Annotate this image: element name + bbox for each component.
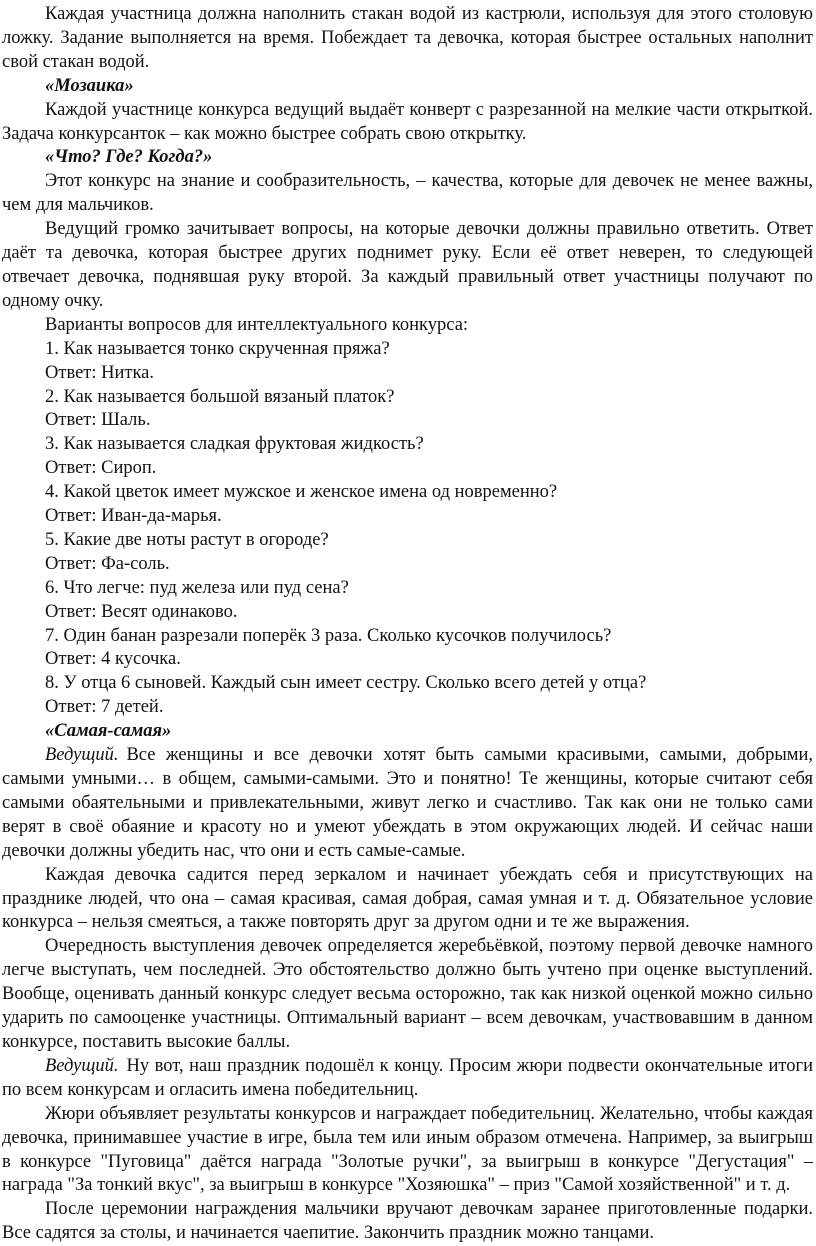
quiz-question: 4. Какой цветок имеет мужское и женское имена од новременно? xyxy=(45,482,558,503)
paragraph-host-closing xyxy=(2,1055,813,1103)
paragraph-awards: Жюри объявляет результаты конкурсов и награждает победительниц. Желательно, чтобы каждая девочка, принимавшее участие в игре, была тем или иным образом отмечена. Например, за выигрыш в конкурсе "Пуговица" даётся награда "Золотые ручки", за выигрыш в конкурсе "Дегустация" – награда "За тонкий вкус", за выигрыш в конкурсе "Хозяюшка" – приз "Самой хозяйственной" и т. д. xyxy=(2,1103,813,1196)
quiz-question: 8. У отца 6 сыновей. Каждый сын имеет сестру. Сколько всего детей у отца? xyxy=(45,673,647,694)
quiz-answer: Ответ: Шаль. xyxy=(45,410,151,431)
quiz-answer: Ответ: Нитка. xyxy=(45,362,155,383)
quiz-answer: Ответ: Весят одинаково. xyxy=(45,601,238,622)
quiz-question: 5. Какие две ноты растут в огороде? xyxy=(45,529,329,550)
speaker-label: Ведущий. xyxy=(45,1055,119,1076)
paragraph-spoon-task: Каждая участница должна наполнить стакан водой из кастрюли, используя для этого столовую ложку. Задание выполняется на время. Побеждает та девочка, которая быстрее остальных наполнит свой стакан водой. xyxy=(2,4,813,72)
paragraph-ending: После церемонии награждения мальчики вручают девочкам заранее приготовленные подарки. Все садятся за столы, и начинается чаепитие. Закончить праздник можно танцами. xyxy=(2,1199,813,1244)
heading-quiz: «Что? Где? Когда?» xyxy=(45,147,213,168)
quiz-answer: Ответ: 4 кусочка. xyxy=(45,649,181,670)
quiz-question: 1. Как называется тонко скрученная пряжа? xyxy=(45,338,390,359)
quiz-question: 3. Как называется сладкая фруктовая жидкость? xyxy=(45,434,424,455)
quiz-question: 2. Как называется большой вязаный платок? xyxy=(45,386,395,407)
quiz-answer: Ответ: Иван-да-марья. xyxy=(45,506,222,527)
quiz-answer: Ответ: Фа-соль. xyxy=(45,553,170,574)
paragraph-mirror-task: Каждая девочка садится перед зеркалом и начинает убеждать себя и присутствующих на празднике людей, что она – самая красивая, самая добрая, самая умная и т. д. Обязательное условие конкурса – нельзя смеяться, а также повторять друг за другом одни и те же выражения. xyxy=(2,864,813,933)
heading-best: «Самая-самая» xyxy=(45,721,172,742)
quiz-answer: Ответ: 7 детей. xyxy=(45,697,164,718)
paragraph-host-speech xyxy=(2,744,813,864)
quiz-list xyxy=(2,338,813,721)
heading-mosaic: «Мозаика» xyxy=(45,75,134,96)
speech-text: Все женщины и все девочки хотят быть самыми красивыми, самыми, добрыми, самыми умными… в общем, самыми-самыми. Это и понятно! Те женщины, которые считают себя самыми обаятельными и привлекательными, живут легко и счастливо. Так как они не только сами верят в своё обаяние и красоту но и умеют убеждать в этом окружающих людей. И сейчас наши девочки должны убедить нас, что они и есть самые-самые. xyxy=(2,745,813,861)
speaker-label: Ведущий. xyxy=(45,745,119,766)
paragraph-mosaic: Каждой участнице конкурса ведущий выдаёт конверт с разрезанной на мелкие части открыткой. Задача конкурсанток – как можно быстрее собрать свою открытку. xyxy=(2,99,813,144)
paragraph-quiz-intro: Этот конкурс на знание и сообразительность, – качества, которые для девочек не менее важны, чем для мальчиков. xyxy=(2,171,813,216)
quiz-question: 7. Один банан разрезали поперёк 3 раза. Сколько кусочков получилось? xyxy=(45,625,612,646)
quiz-question: 6. Что легче: пуд железа или пуд сена? xyxy=(45,577,349,598)
speech-text: Ну вот, наш праздник подошёл к концу. Просим жюри подвести окончательные итоги по всем конкурсам и огласить имена победительниц. xyxy=(2,1055,813,1100)
paragraph-quiz-rules: Ведущий громко зачитывает вопросы, на которые девочки должны правильно ответить. Ответ даёт та девочка, которая быстрее других поднимет руку. Если её ответ неверен, то следующей отвечает девочка, поднявшая руку второй. За каждый правильный ответ участницы получают по одному очку. xyxy=(2,219,813,311)
quiz-options-intro: Варианты вопросов для интеллектуального конкурса: xyxy=(45,314,469,335)
paragraph-order-rules: Очередность выступления девочек определяется жеребьёвкой, поэтому первой девочке намного легче выступать, чем последней. Это обстоятельство должно быть учтено при оценке выступлений. Вообще, оценивать данный конкурс следует весьма осторожно, так как низкой оценкой можно сильно ударить по самооценке участницы. Оптимальный вариант – всем девочкам, участвовавшим в данном конкурсе, поставить высокие баллы. xyxy=(2,936,813,1052)
quiz-answer: Ответ: Сироп. xyxy=(45,458,157,479)
